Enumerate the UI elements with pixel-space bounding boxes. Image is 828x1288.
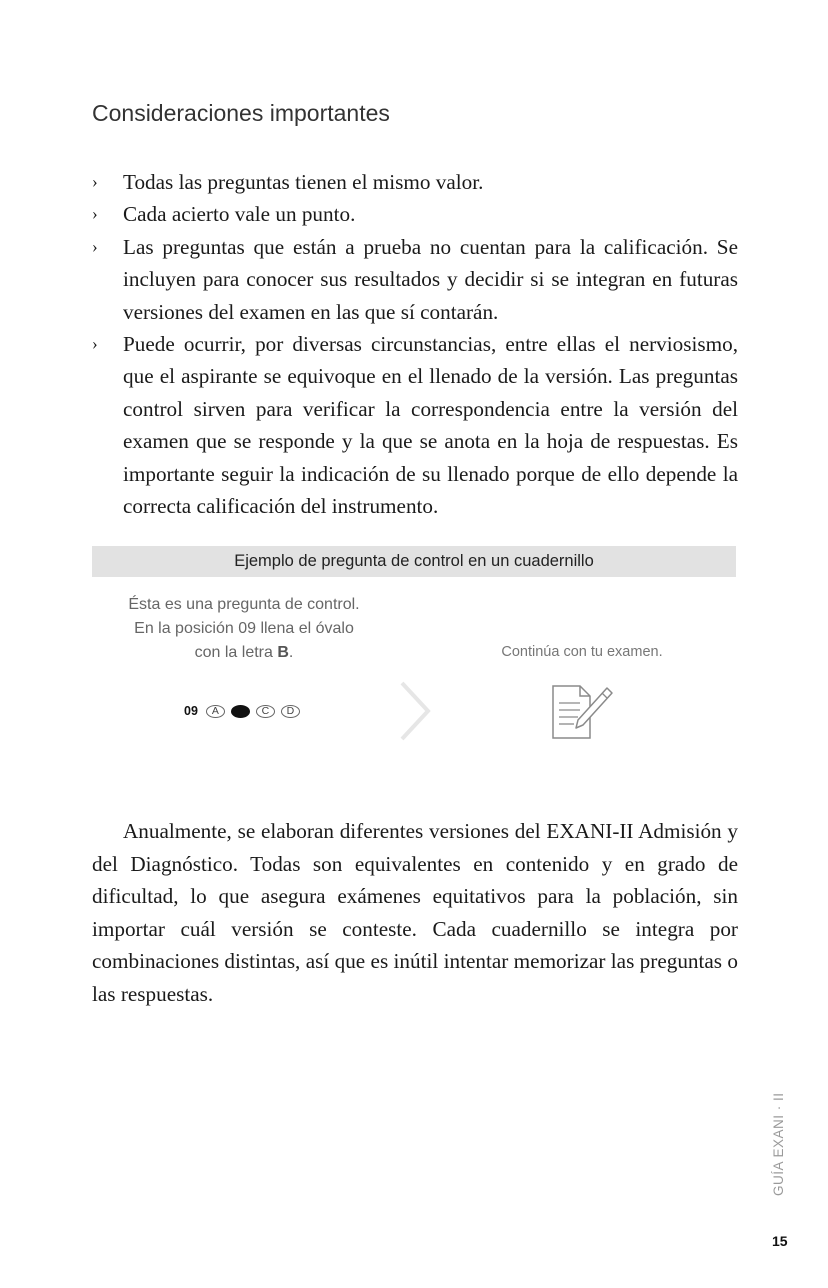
body-paragraph: Anualmente, se elaboran diferentes versiones del EXANI-II Admisión y del Diagnóstico. Todas son equivalentes en contenido y en grado de dificultad, lo que asegura exámenes equitativos para la población, sin importar cuál versión se conteste. Cada cuadernillo se integra por combinaciones distintas, así que es inútil intentar memorizar las preguntas o las respuestas. [92,819,738,1006]
list-item-text: Las preguntas que están a prueba no cuentan para la calificación. Se incluyen para conocer sus resultados y decidir si se integran en futuras versiones del examen en las que sí contarán. [123,234,738,324]
instruction-line: Ésta es una pregunta de control. [128,596,360,613]
document-edit-icon [550,683,616,741]
answer-oval-d: D [281,705,300,718]
page-number: 15 [772,1233,788,1249]
considerations-list [92,166,738,522]
instruction-suffix: . [288,644,294,661]
control-question-instruction [104,593,384,665]
continue-text: Continúa con tu examen. [501,644,663,660]
bullet-marker: › [92,204,98,224]
answer-oval-a: A [206,705,225,718]
question-number: 09 [184,704,198,718]
running-head: GUÍA EXANI · II [771,1092,786,1196]
chevron-right-icon [398,681,432,741]
list-item [92,231,738,328]
bullet-marker: › [92,334,98,354]
list-item-text: Cada acierto vale un punto. [123,202,356,227]
instruction-line [104,641,384,665]
list-item [92,166,738,198]
list-item-text: Puede ocurrir, por diversas circunstancias, entre ellas el nerviosismo, que el aspirante se equivoque en el llenado de la versión. Las preguntas control sirven para verificar la correspondencia entre la versión del examen que se responde y la que se anota en la hoja de respuestas. Es importante seguir la indicación de su llenado porque de ello depende la correcta calificación del instrumento. [123,332,738,519]
bullet-marker: › [92,172,98,191]
list-item-text: Todas las preguntas tienen el mismo valor. [123,170,484,194]
example-banner: Ejemplo de pregunta de control en un cuadernillo [92,546,736,577]
answer-oval-c: C [256,705,275,718]
instruction-letter: B [277,644,289,661]
answer-oval-b [231,705,250,718]
section-title: Consideraciones importantes [92,100,390,126]
list-item [92,198,738,230]
bullet-marker: › [92,236,98,256]
instruction-line: En la posición 09 llena el óvalo [134,620,354,637]
instruction-prefix: con la letra [194,644,278,661]
answer-row [184,701,306,721]
list-item [92,328,738,522]
